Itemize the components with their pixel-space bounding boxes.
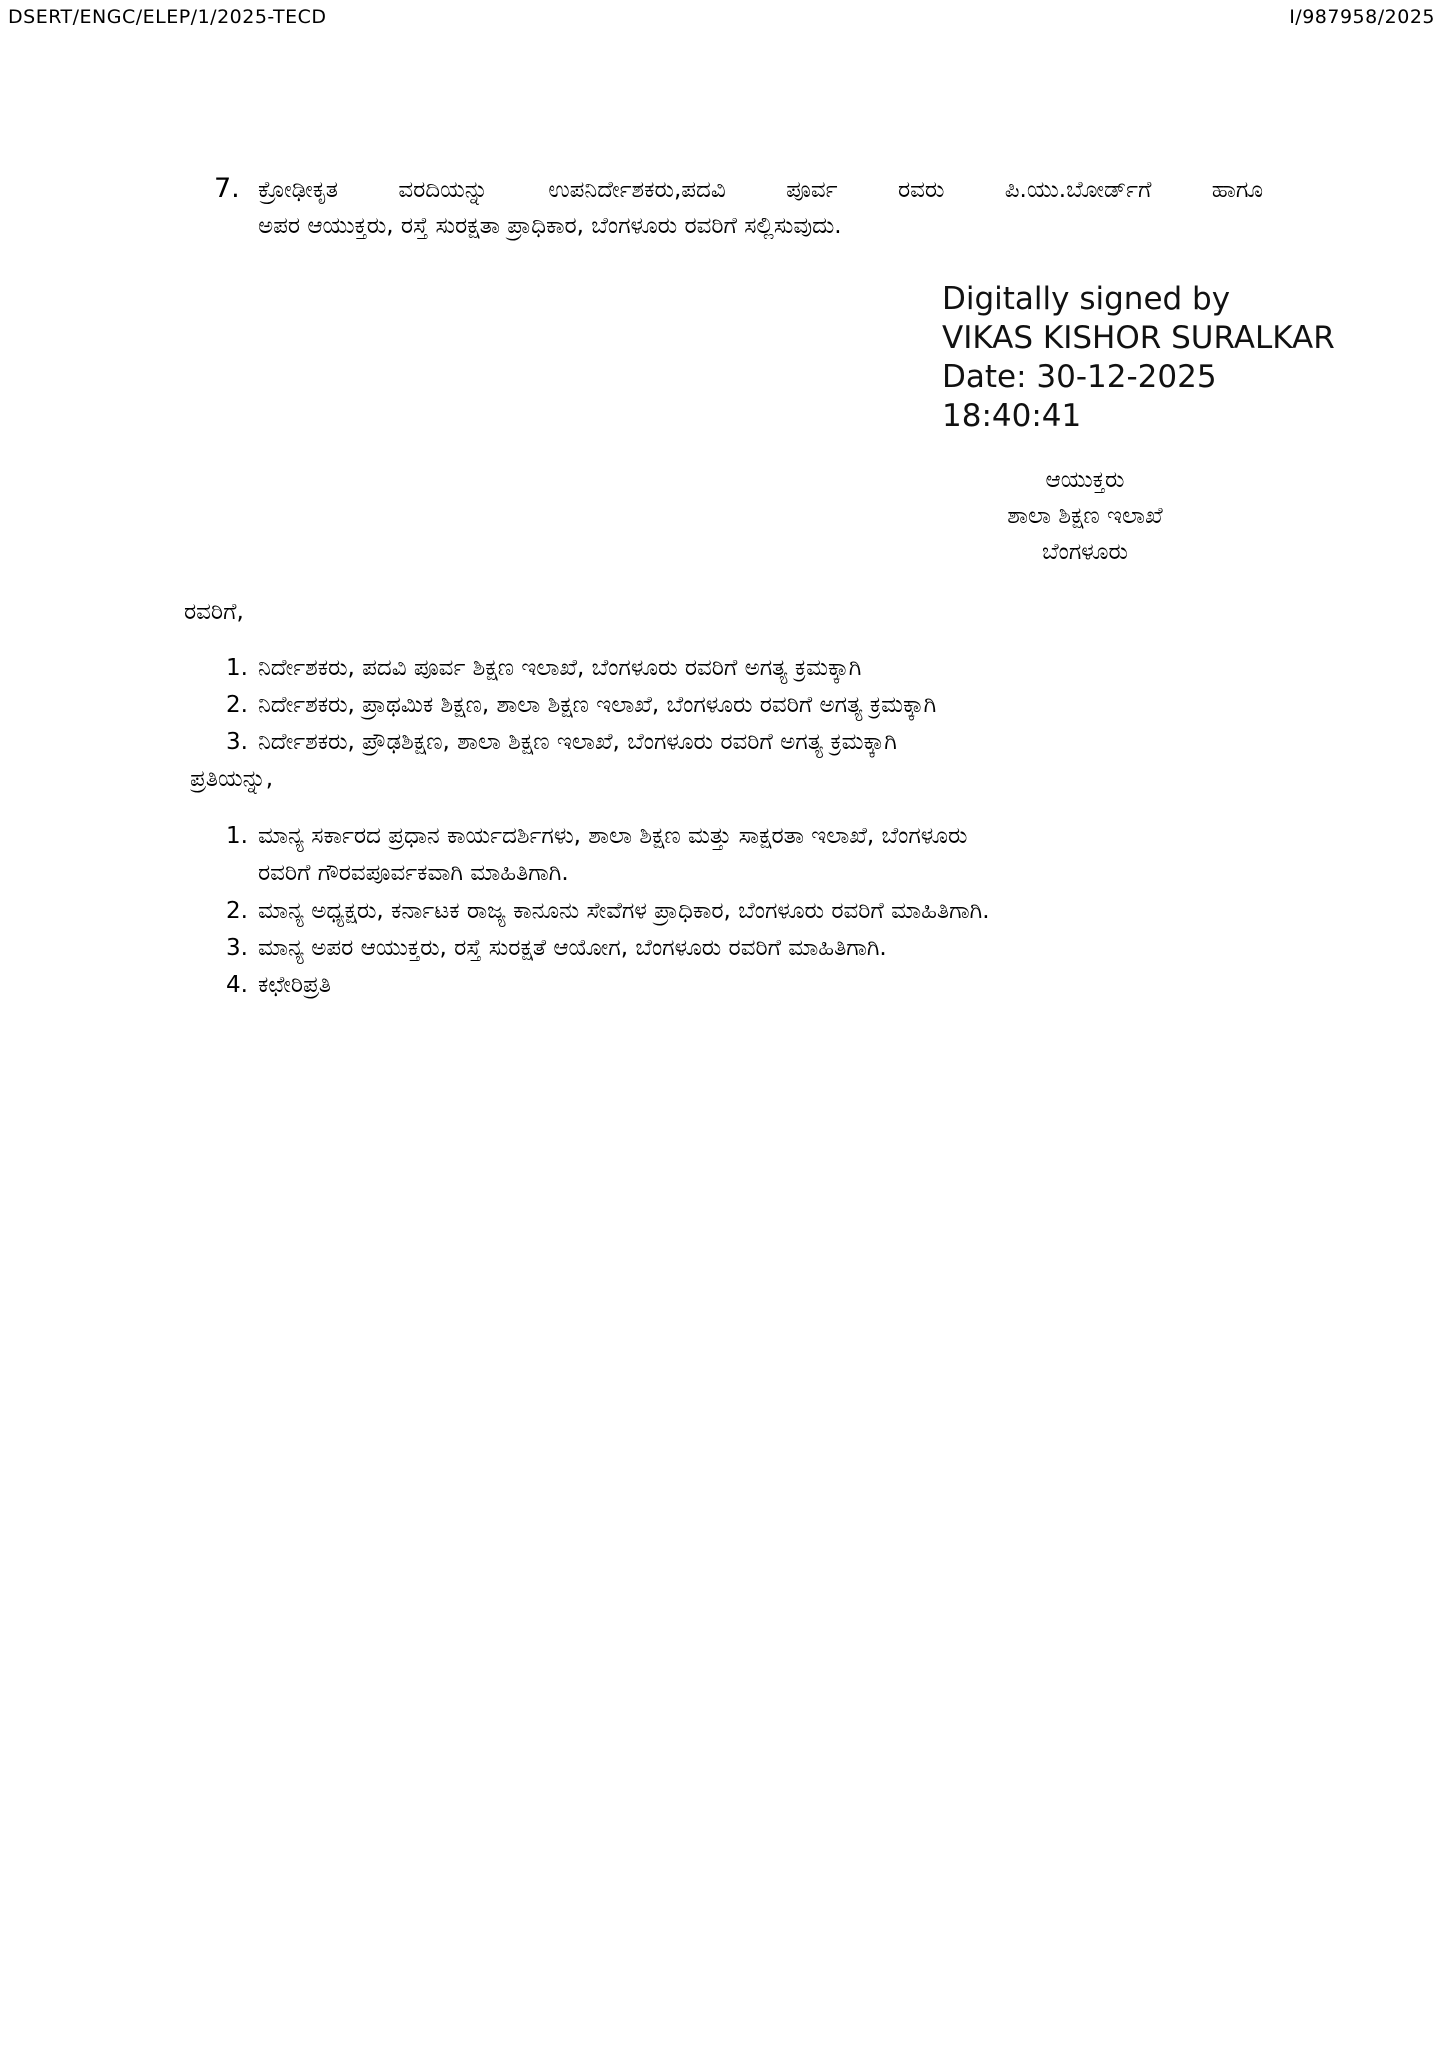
designation-department: ಶಾಲಾ ಶಿಕ್ಷಣ ಇಲಾಖೆ [1007, 503, 1163, 529]
point-7-text-line-1: ಕ್ರೋಢೀಕೃತ ವರದಿಯನ್ನು ಉಪನಿರ್ದೇಶಕರು,ಪದವಿ ಪೂರ್ವ ರವರು ಪಿ.ಯು.ಬೋರ್ಡ್‌ಗೆ ಹಾಗೂ [258, 177, 1263, 203]
list-item-text: ಮಾನ್ಯ ಅಧ್ಯಕ್ಷರು, ಕರ್ನಾಟಕ ರಾಜ್ಯ ಕಾನೂನು ಸೇವೆಗಳ ಪ್ರಾಧಿಕಾರ, ಬೆಂಗಳೂರು ರವರಿಗೆ ಮಾಹಿತಿಗಾಗಿ. [258, 898, 990, 924]
list-item-number: 3. [226, 935, 248, 961]
designation-city: ಬೆಂಗಳೂರು [1042, 539, 1128, 565]
point-7-text-line-2: ಅಪರ ಆಯುಕ್ತರು, ರಸ್ತೆ ಸುರಕ್ಷತಾ ಪ್ರಾಧಿಕಾರ, ಬೆಂಗಳೂರು ರವರಿಗೆ ಸಲ್ಲಿಸುವುದು. [258, 213, 842, 239]
list-item-text: ಕಛೇರಿಪ್ರತಿ [258, 972, 332, 998]
signature-date: Date: 30-12-2025 [942, 359, 1217, 395]
document-reference-number: DSERT/ENGC/ELEP/1/2025-TECD [8, 6, 327, 28]
signature-time: 18:40:41 [942, 398, 1082, 434]
list-item-number: 1. [226, 655, 248, 681]
list-item-text: ನಿರ್ದೇಶಕರು, ಪ್ರಾಥಮಿಕ ಶಿಕ್ಷಣ, ಶಾಲಾ ಶಿಕ್ಷಣ ಇಲಾಖೆ, ಬೆಂಗಳೂರು ರವರಿಗೆ ಅಗತ್ಯ ಕ್ರಮಕ್ಕಾಗಿ [258, 692, 937, 718]
list-item-text: ನಿರ್ದೇಶಕರು, ಪ್ರೌಢಶಿಕ್ಷಣ, ಶಾಲಾ ಶಿಕ್ಷಣ ಇಲಾಖೆ, ಬೆಂಗಳೂರು ರವರಿಗೆ ಅಗತ್ಯ ಕ್ರಮಕ್ಕಾಗಿ [258, 729, 897, 755]
list-item-number: 1. [226, 823, 248, 849]
list-item-number: 2. [226, 898, 248, 924]
list-item-number: 2. [226, 692, 248, 718]
list-item-text-line-2: ರವರಿಗೆ ಗೌರವಪೂರ್ವಕವಾಗಿ ಮಾಹಿತಿಗಾಗಿ. [258, 860, 569, 886]
signatory-designation [900, 462, 1270, 570]
list-item-number: 4. [226, 972, 248, 998]
list-item-text: ಮಾನ್ಯ ಅಪರ ಆಯುಕ್ತರು, ರಸ್ತೆ ಸುರಕ್ಷತೆ ಆಯೋಗ, ಬೆಂಗಳೂರು ರವರಿಗೆ ಮಾಹಿತಿಗಾಗಿ. [258, 935, 887, 961]
salutation: ರವರಿಗೆ, [184, 599, 244, 625]
digital-signature-block [942, 280, 1335, 436]
designation-title: ಆಯುಕ್ತರು [1045, 467, 1125, 493]
signature-label: Digitally signed by [942, 281, 1231, 317]
list-item-text-line-1: ಮಾನ್ಯ ಸರ್ಕಾರದ ಪ್ರಧಾನ ಕಾರ್ಯದರ್ಶಿಗಳು, ಶಾಲಾ ಶಿಕ್ಷಣ ಮತ್ತು ಸಾಕ್ಷರತಾ ಇಲಾಖೆ, ಬೆಂಗಳೂರು [258, 823, 968, 849]
copy-to-heading: ಪ್ರತಿಯನ್ನು, [190, 766, 274, 792]
signer-name: VIKAS KISHOR SURALKAR [942, 320, 1335, 356]
inward-number: I/987958/2025 [1289, 6, 1435, 28]
list-item-number: 3. [226, 729, 248, 755]
point-7-number: 7. [214, 173, 240, 204]
list-item-text: ನಿರ್ದೇಶಕರು, ಪದವಿ ಪೂರ್ವ ಶಿಕ್ಷಣ ಇಲಾಖೆ, ಬೆಂಗಳೂರು ರವರಿಗೆ ಅಗತ್ಯ ಕ್ರಮಕ್ಕಾಗಿ [258, 655, 862, 681]
